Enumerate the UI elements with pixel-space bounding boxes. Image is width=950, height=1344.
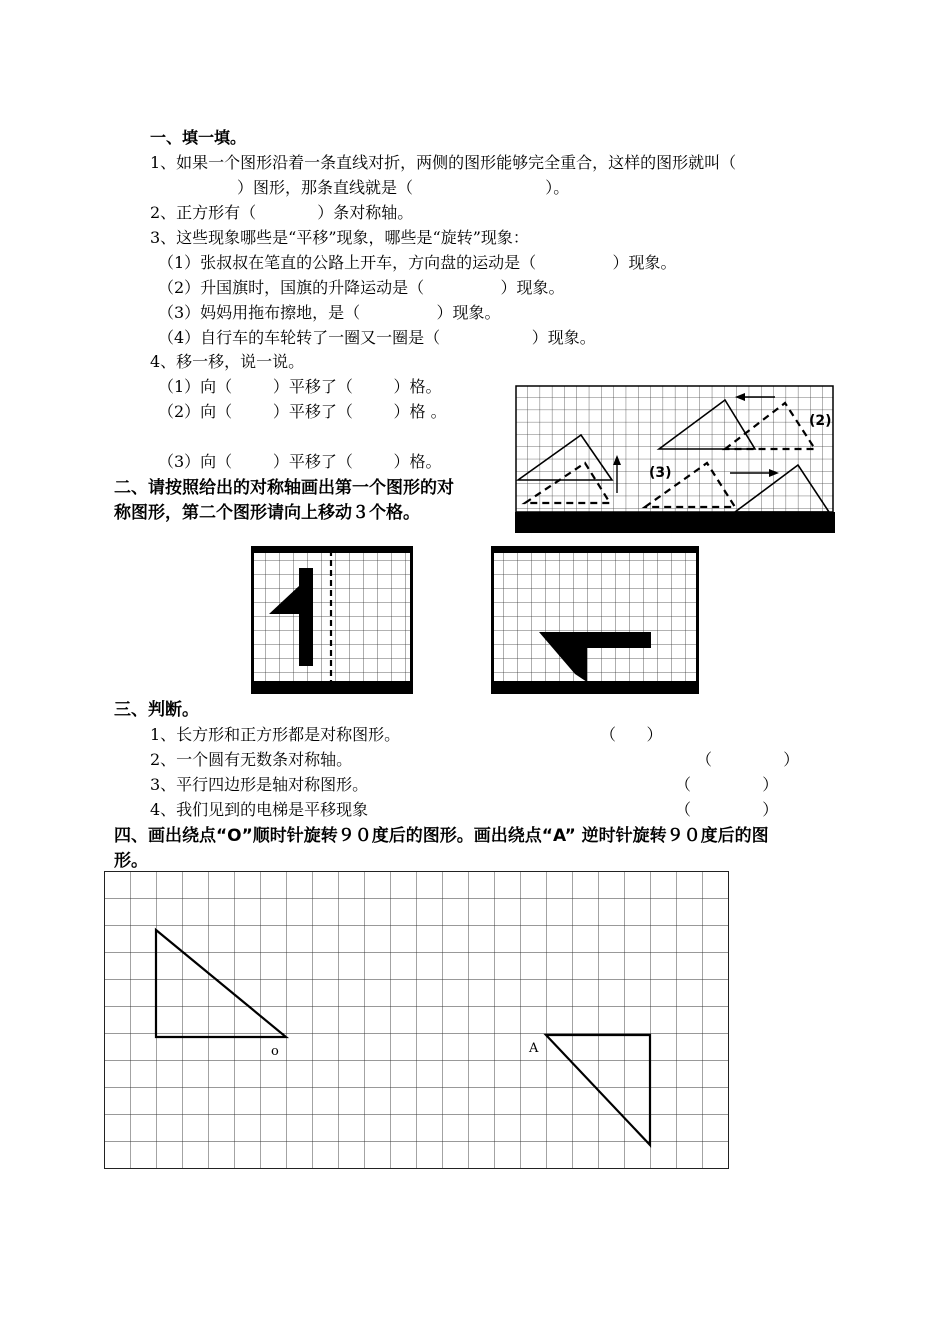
rotation-grid-figure: [104, 871, 731, 1171]
judge-item-3: 3、平行四边形是轴对称图形。: [150, 775, 369, 794]
question-4-2: （2）向（ ）平移了（ ）格 。: [158, 402, 447, 421]
question-3-2: （2）升国旗时，国旗的升降运动是（ ）现象。: [158, 278, 565, 297]
judge-bracket-3[interactable]: （ ）: [675, 775, 779, 794]
judge-item-2: 2、一个圆有无数条对称轴。: [150, 750, 353, 769]
section4-line1: 四、画出绕点“O”顺时针旋转９０度后的图形。画出绕点“A” 逆时针旋转９０度后的图: [114, 826, 769, 846]
judge-item-1: 1、长方形和正方形都是对称图形。: [150, 725, 401, 744]
question-3-1: （1）张叔叔在笔直的公路上开车，方向盘的运动是（ ）现象。: [158, 253, 677, 272]
figure-label-2: (2): [809, 413, 832, 429]
section2-line1: 二、请按照给出的对称轴画出第一个图形的对: [114, 478, 454, 498]
question-3: 3、这些现象哪些是“平移”现象，哪些是“旋转”现象：: [150, 228, 529, 247]
symmetry-move-figure: [251, 546, 699, 694]
question-4-1: （1）向（ ）平移了（ ）格。: [158, 377, 442, 396]
section1-title: 一、填一填。: [150, 128, 247, 147]
figure-label-3: (3): [649, 465, 672, 481]
judge-item-4: 4、我们见到的电梯是平移现象: [150, 800, 369, 819]
judge-bracket-2[interactable]: （ ）: [696, 750, 800, 769]
question-4: 4、移一移，说一说。: [150, 352, 305, 371]
question-2: 2、正方形有（ ）条对称轴。: [150, 203, 414, 222]
section2-line2: 称图形，第二个图形请向上移动３个格。: [114, 503, 420, 523]
question-4-3: （3）向（ ）平移了（ ）格。: [158, 452, 442, 471]
section4-line2: 形。: [114, 851, 148, 871]
question-1-line2: ）图形，那条直线就是（ ）。: [237, 178, 570, 197]
question-1-line1: 1、如果一个图形沿着一条直线对折，两侧的图形能够完全重合，这样的图形就叫（: [150, 153, 737, 172]
point-o-label: o: [271, 1044, 279, 1059]
question-3-4: （4）自行车的车轮转了一圈又一圈是（ ）现象。: [158, 328, 596, 347]
figure-ground-bar: [515, 512, 835, 533]
question-3-3: （3）妈妈用拖布擦地，是（ ）现象。: [158, 303, 501, 322]
judge-bracket-1[interactable]: （ ）: [600, 725, 663, 744]
rotation-grid: [105, 872, 729, 1169]
right-grid: [494, 553, 696, 681]
point-a-label: A: [529, 1041, 539, 1056]
translation-grid-figure: [515, 385, 835, 533]
section3-title: 三、判断。: [114, 700, 199, 720]
judge-bracket-4[interactable]: （ ）: [675, 800, 779, 819]
